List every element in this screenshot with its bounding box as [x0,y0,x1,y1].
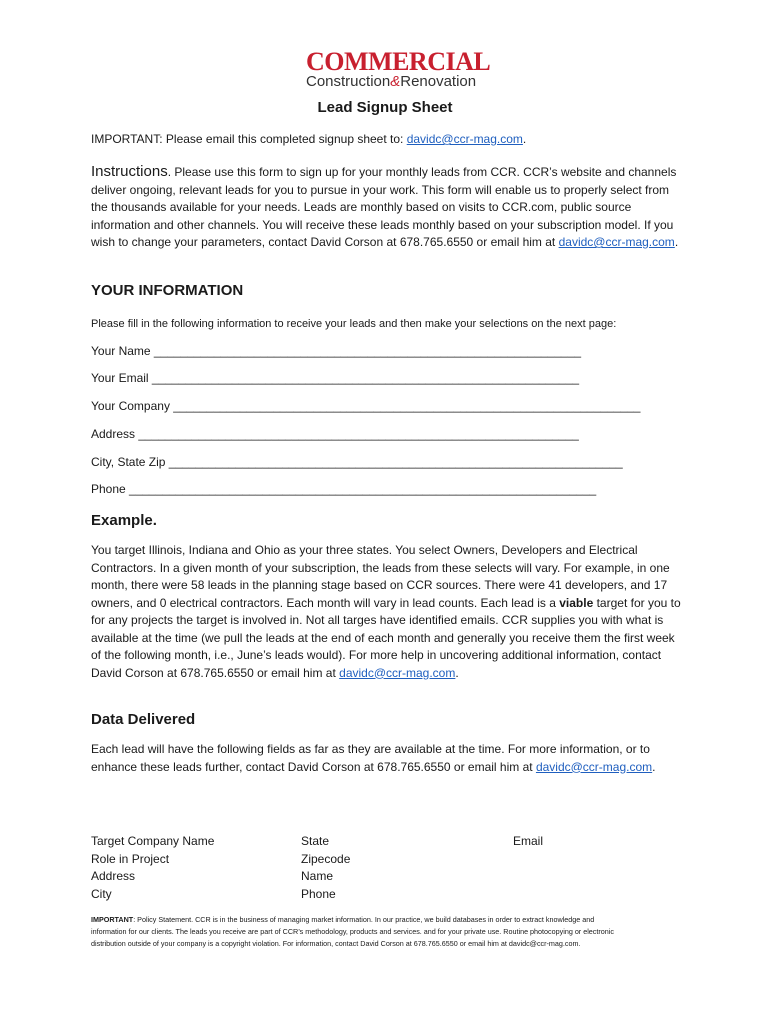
your-information-heading: YOUR INFORMATION [91,282,244,299]
important-end: . [522,132,527,146]
instructions-paragraph [91,163,681,252]
instructions-heading: Instructions [91,163,168,180]
ccr-logo [300,47,491,94]
fields-column-3 [513,833,543,851]
important-email-link[interactable]: davidc@ccr-mag.com [406,132,523,146]
example-bold-word: viable [559,595,594,610]
data-delivered-paragraph [91,741,683,776]
document-title: Lead Signup Sheet [317,99,453,116]
policy-label: IMPORTANT [91,915,134,924]
instructions-body: . Please use this form to sign up for your monthly leads from CCR. CCR’s website and channels deliver ongoing, relevant leads for you to pursue in your work. This form will enable us to properly select from the thousands available for your needs. Leads are monthly based on visits to CCR.com, public source information and other channels. You will receive these leads monthly based on your subscription model. If you wish to change your parameters, contact David Corson at 678.765.6550 or email him at [91,165,677,249]
logo-construction: Construction [306,73,391,90]
field-item: Role in Project [91,851,170,866]
your-company-field[interactable]: Your Company ______________________________________________________________________ [91,399,641,413]
important-text: IMPORTANT: Please email this completed signup sheet to: [91,132,407,146]
instructions-end: . [674,235,679,249]
field-item: Zipecode [301,851,351,866]
fields-column-1 [91,833,214,903]
field-item: Email [513,834,544,848]
your-name-field[interactable]: Your Name ________________________________________________________________ [91,344,582,358]
data-delivered-email-link[interactable]: davidc@ccr-mag.com [535,759,653,774]
logo-commercial: COMMERCIAL [306,47,491,76]
field-item: City [91,886,112,901]
field-item: Phone [301,886,336,901]
city-state-zip-field[interactable]: City, State Zip ____________________________________________________________________ [91,455,623,469]
example-body-b: target for you to for any projects the target is involved in. Not all targes have identified emails. CCR supplies you with what is available at the time (we pull the leads at the end of each month and generally you receive them the first week of the following month, i.e., June’s leads would). For more help in uncovering additional information, contact David Corson at 678.765.6550 or email him at [91,595,681,680]
fields-column-2 [301,833,350,903]
policy-statement [91,914,631,950]
example-heading: Example. [91,512,157,529]
logo-subtitle [306,74,476,90]
example-body-a: You target Illinois, Indiana and Ohio as your three states. You select Owners, Developers and Electrical Contractors. In a given month of your subscription, the leads from these selects will vary. For example, in one month, there were 58 leads in the planning stage based on CCR sources. There were 41 developers, and 17 owners, and 0 electrical contractors. Each month will vary in lead counts. Each lead is a [91,543,670,610]
policy-text: : Policy Statement. CCR is in the business of managing market information. In our practice, we build databases in order to extract knowledge and information for our clients. The leads you receive are part of CCR’s methodology, products and services. and for your private use. Routine photocopying or electronic distribution outside of your company is a copyright violation. For information, contact David Corson at 678.765.6550 or email him at davidc@ccr-mag.com. [91,915,614,948]
field-item: Target Company Name [91,834,215,848]
logo-ampersand: & [390,73,401,90]
example-paragraph [91,542,683,682]
data-delivered-end: . [652,759,656,774]
example-email-link[interactable]: davidc@ccr-mag.com [339,665,456,680]
example-end: . [455,665,459,680]
address-field[interactable]: Address __________________________________________________________________ [91,427,579,441]
your-email-field[interactable]: Your Email ________________________________________________________________ [91,371,580,385]
instructions-email-link[interactable]: davidc@ccr-mag.com [558,235,675,249]
field-item: State [301,834,330,848]
data-delivered-body: Each lead will have the following fields as far as they are available at the time. For more information, or to enhance these leads further, contact David Corson at 678.765.6550 or email him at [91,742,650,774]
data-delivered-heading: Data Delivered [91,711,196,728]
phone-field[interactable]: Phone ______________________________________________________________________ [91,482,597,496]
logo-renovation: Renovation [400,73,477,90]
field-item: Name [301,869,334,883]
field-item: Address [91,869,136,883]
fill-in-note: Please fill in the following information to receive your leads and then make your selections on the next page: [91,318,617,330]
important-notice [91,131,526,149]
